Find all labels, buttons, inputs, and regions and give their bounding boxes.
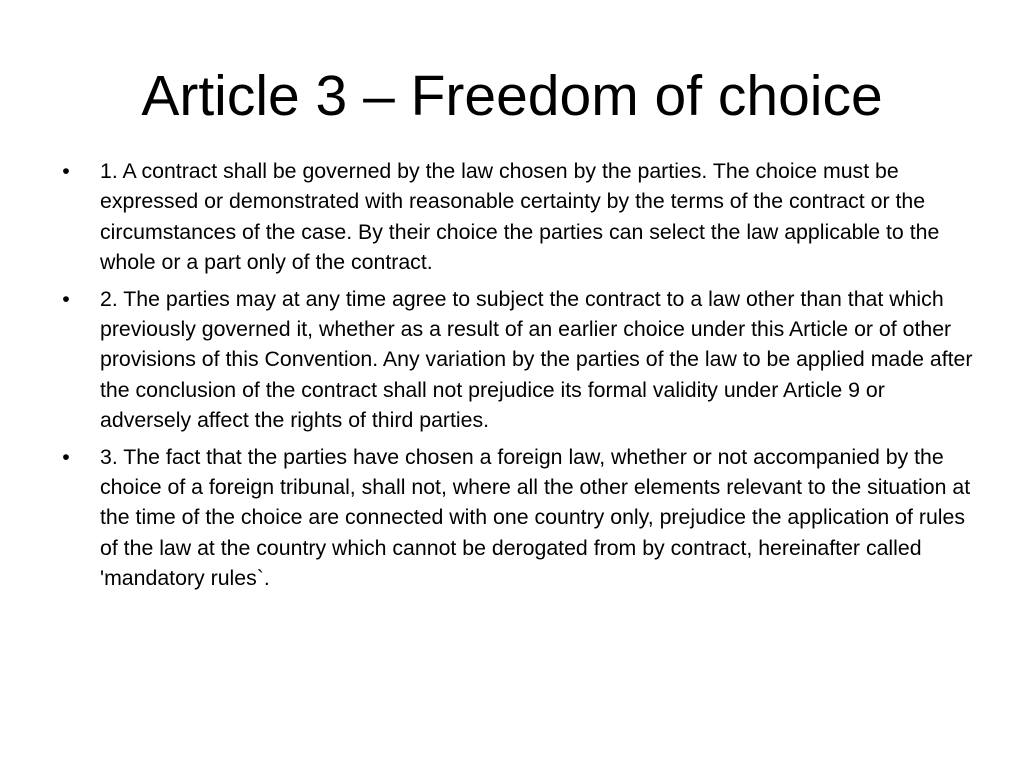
bullet-icon: • <box>62 444 70 469</box>
paragraph-2-text: 2. The parties may at any time agree to subject the contract to a law other than that which previously governed it, whether as a result of an earlier choice under this Article or of other provisions of this Convention. Any variation by the parties of the law to be applied made after the conclusion of the contract shall not prejudice its formal validity under Article 9 or adversely affect the rights of third parties. <box>100 286 973 433</box>
list-item <box>56 156 976 278</box>
list-item <box>56 284 976 436</box>
bullet-icon: • <box>62 159 70 183</box>
paragraph-1-text: 1. A contract shall be governed by the law chosen by the parties. The choice must be expressed or demonstrated with reasonable certainty by the terms of the contract or the circumstances of the case. By their choice the parties can select the law applicable to the whole or a part only of the contract. <box>100 159 940 275</box>
bullet-icon: • <box>62 286 70 311</box>
list-item <box>56 442 976 594</box>
paragraph-3-text: 3. The fact that the parties have chosen a foreign law, whether or not accompanied by the choice of a foreign tribunal, shall not, where all the other elements relevant to the situation at the time of the choice are connected with one country only, prejudice the application of rules of the law at the country which cannot be derogated from by contract, hereinafter called 'mandatory rules`. <box>100 444 971 591</box>
slide-title: Article 3 – Freedom of choice <box>141 64 883 128</box>
bullet-list <box>56 156 976 600</box>
